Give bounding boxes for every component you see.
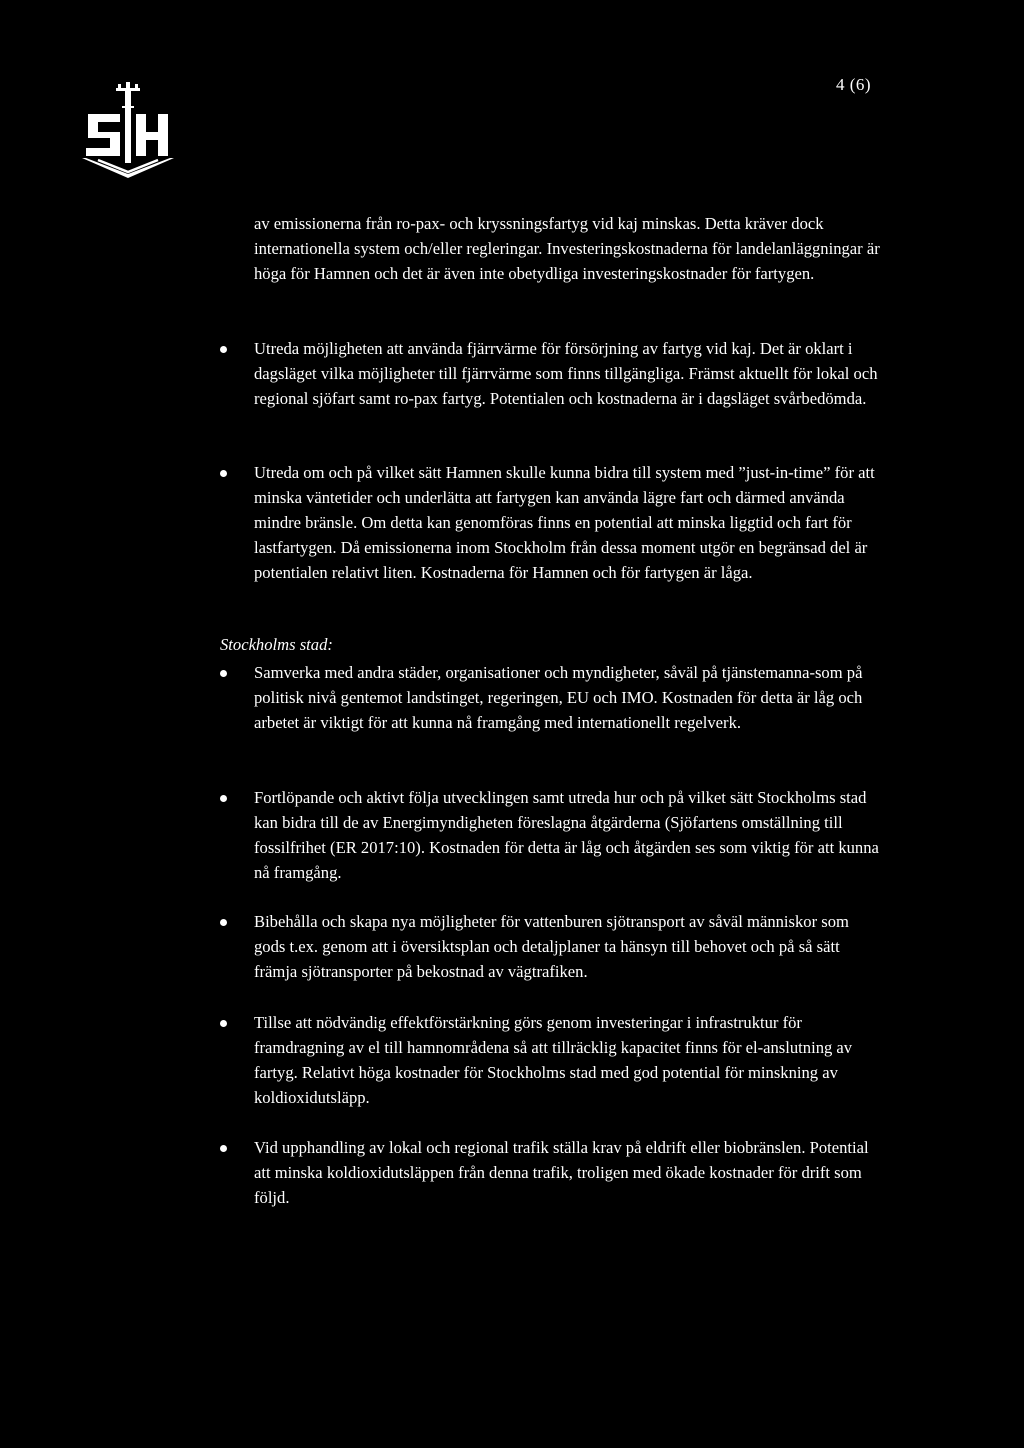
bullet-icon bbox=[220, 919, 227, 926]
stockholm-measures-list-2 bbox=[254, 785, 884, 885]
list-item-text: Utreda om och på vilket sätt Hamnen skulle kunna bidra till system med ”just-in-time” för att minska väntetider och underlätta att fartygen kan använda lägre fart och därmed använda mindre bränsle. Om detta kan genomföras finns en potential att minska liggtid och fart för lastfartygen. Då emissionerna inom Stockholm från dessa moment utgör en begränsad del är potentialen relativt liten. Kostnaderna för Hamnen och för fartygen är låga. bbox=[254, 463, 875, 582]
page-number: 4 (6) bbox=[836, 75, 872, 94]
bullet-icon bbox=[220, 1145, 227, 1152]
list-item bbox=[254, 460, 884, 585]
stockholm-measures-list-5 bbox=[254, 1135, 884, 1210]
bullet-icon bbox=[220, 470, 227, 477]
hamnen-measures-list-continued bbox=[254, 460, 884, 585]
list-item bbox=[254, 1010, 884, 1110]
list-item-text: Utreda möjligheten att använda fjärrvärme för försörjning av fartyg vid kaj. Det är oklart i dagsläget vilka möjligheter till fjärrvärme som finns tillgängliga. Främst aktuellt för lokal och regional sjöfart samt ro-pax fartyg. Potentialen och kostnaderna är i dagsläget svårbedömda. bbox=[254, 339, 878, 408]
list-item bbox=[254, 660, 884, 735]
list-item-text: Tillse att nödvändig effektförstärkning görs genom investeringar i infrastruktur för framdragning av el till hamnområdena så att tillräcklig kapacitet finns för el-anslutning av fartyg. Relativt höga kostnader för Stockholms stad med god potential för minskning av koldioxidutsläpp. bbox=[254, 1013, 853, 1107]
intro-paragraph: av emissionerna från ro-pax- och kryssningsfartyg vid kaj minskas. Detta kräver dock internationella system och/eller regleringar. Investeringskostnaderna för landelanläggningar är höga för Hamnen och det är även inte obetydliga investeringskostnader för fartygen. bbox=[254, 214, 880, 283]
stockholm-measures-list-3 bbox=[254, 909, 884, 984]
section-heading-stockholm: Stockholms stad: bbox=[220, 635, 333, 654]
stockholm-measures-list-4 bbox=[254, 1010, 884, 1110]
list-item-text: Samverka med andra städer, organisationer och myndigheter, såväl på tjänstemanna-som på politisk nivå gentemot landstinget, regeringen, EU och IMO. Kostnaden för detta är låg och arbetet är viktigt för att kunna nå framgång med internationellt regelverk. bbox=[254, 663, 863, 732]
crown-icon bbox=[116, 82, 140, 91]
list-item bbox=[254, 336, 884, 411]
body-text-block bbox=[254, 211, 884, 286]
list-item-text: Bibehålla och skapa nya möjligheter för vattenburen sjötransport av såväl människor som gods t.ex. genom att i översiktsplan och detaljplaner ta hänsyn till behovet och på så sätt främja sjötransporter på bekostnad av vägtrafiken. bbox=[254, 912, 849, 981]
bullet-icon bbox=[220, 1020, 227, 1027]
list-item bbox=[254, 1135, 884, 1210]
list-item bbox=[254, 785, 884, 885]
bullet-icon bbox=[220, 795, 227, 802]
stockholm-measures-list bbox=[254, 660, 884, 735]
list-item bbox=[254, 909, 884, 984]
bullet-icon bbox=[220, 670, 227, 677]
hamnen-measures-list bbox=[254, 336, 884, 411]
bullet-icon bbox=[220, 346, 227, 353]
list-item-text: Vid upphandling av lokal och regional trafik ställa krav på eldrift eller biobränslen. Potential att minska koldioxidutsläppen från denna trafik, troligen med ökade kostnader för drift som följd. bbox=[254, 1138, 869, 1207]
sh-logo bbox=[78, 80, 178, 182]
list-item-text: Fortlöpande och aktivt följa utvecklingen samt utreda hur och på vilket sätt Stockholms stad kan bidra till de av Energimyndigheten föreslagna åtgärderna (Sjöfartens omställning till fossilfrihet (ER 2017:10). Kostnaden för detta är låg och åtgärden ses som viktig för att kunna nå framgång. bbox=[254, 788, 879, 882]
